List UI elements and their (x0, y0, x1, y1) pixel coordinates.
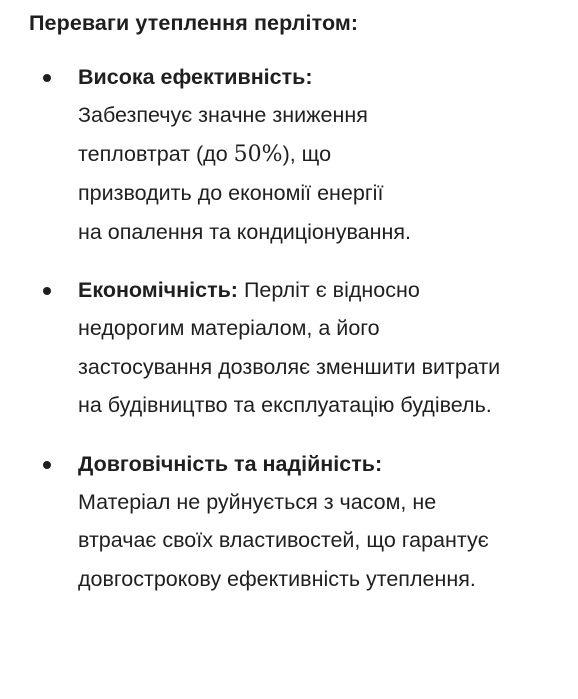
percent-value: 50% (233, 141, 283, 167)
bullet-icon (43, 461, 51, 469)
item-text: Матеріал не руйнується з часом, не втрачає своїх властивостей, що гарантує довгострокову ефективність утеплення. (78, 490, 489, 591)
item-text: Перліт є відносно недорогим матеріалом, а його застосування дозволяє зменшити витрати на будівництво та експлуатацію будівель. (78, 278, 501, 418)
list-item (29, 271, 518, 425)
list-item (29, 445, 518, 599)
item-term: Довговічність та надійність: (78, 451, 383, 476)
item-text-line: тепловтрат (до (78, 141, 234, 166)
list-item (29, 58, 518, 251)
item-term: Висока ефективність: (78, 65, 313, 89)
item-term: Економічність: (78, 278, 238, 303)
advantages-list (29, 58, 578, 598)
bullet-icon (43, 74, 51, 82)
item-text-line: на опалення та кондиціонування. (78, 219, 411, 244)
item-text-line: Забезпечує значне зниження (78, 103, 368, 128)
bullet-icon (43, 287, 51, 295)
item-text-line: ), що (282, 141, 332, 166)
section-heading: Переваги утеплення перлітом: (29, 11, 359, 35)
item-text-line: призводить до економії енергії (78, 181, 384, 206)
